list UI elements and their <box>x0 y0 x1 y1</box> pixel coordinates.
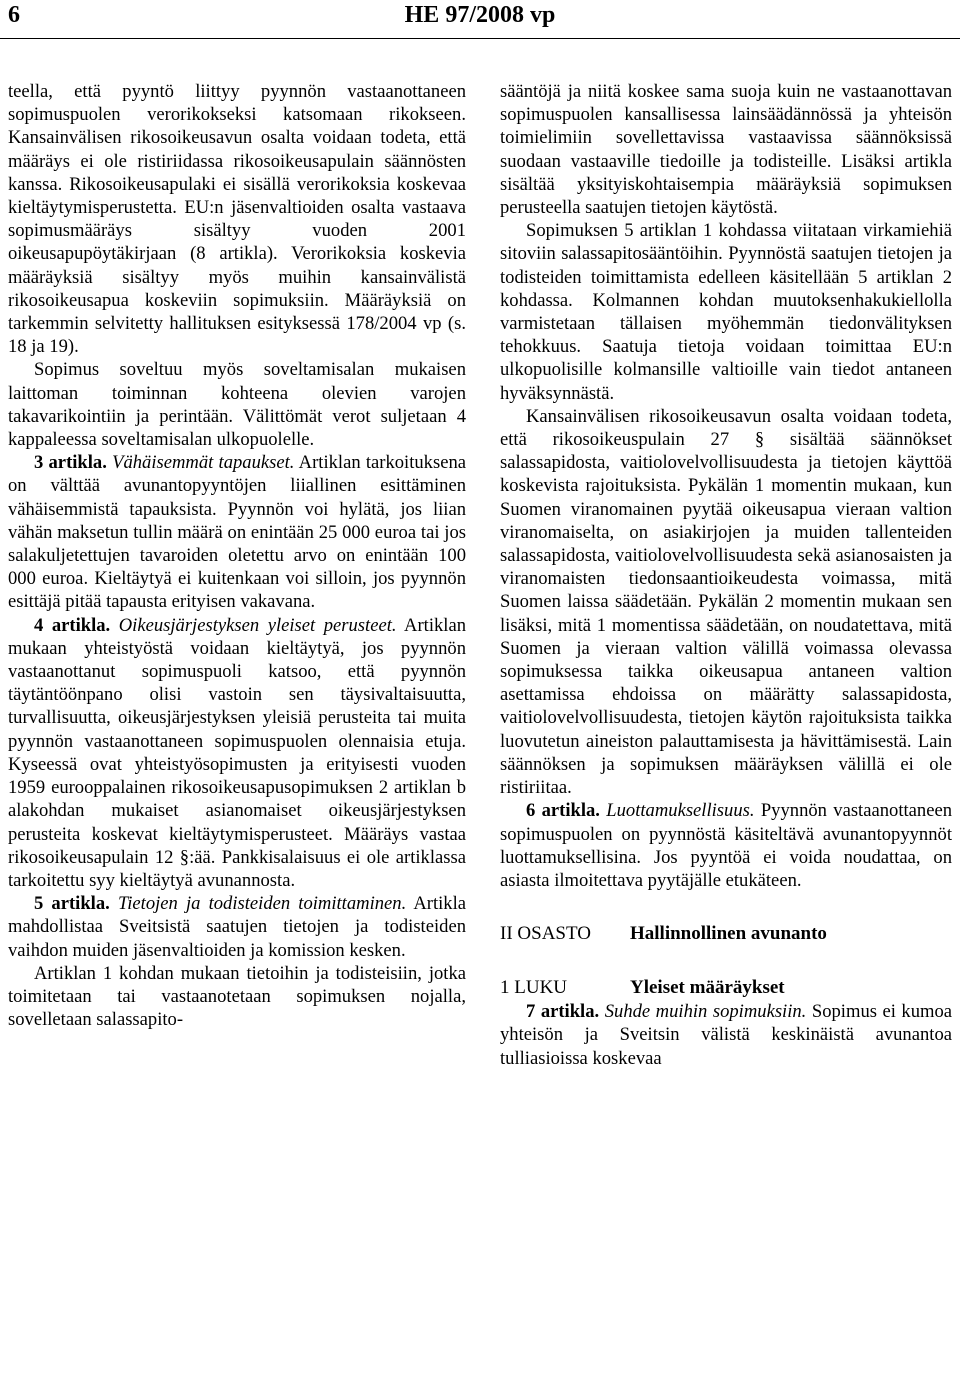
article-text: Artikla mahdollistaa Sveitsistä saatujen tietojen ja todisteiden vaihdon muiden jäsenvaltioiden ja komission kesken. <box>8 893 467 961</box>
article-number: 6 artikla. <box>526 800 600 822</box>
page-header <box>0 0 960 48</box>
article-title: Suhde muihin sopimuksiin. <box>604 1001 807 1023</box>
paragraph: Kansainvälisen rikosoikeusavun osalta voidaan todeta, että rikosoikeuspulain 27 § sisältää säännökset salassapidosta, vaitiolovelvollisuudesta ja tietojen käyttöä koskevista rajoituksista. Pykälän 1 momentin mukaan, kun Suomen viranomainen pyytää oikeusapua vieraan valtion viranomaiselta, on asiakirjojen ja muiden tallenteiden salassapidosta, vaitiolovelvollisuudesta sekä asianosaisten ja viranomaisten tiedonsaantioikeudesta voimassa, mitä Suomen laissa säädetään. Pykälän 2 momentin mukaan sen lisäksi, mitä 1 momentissa säädetään, on noudatettava, mitä Suomen ja vieraan valtion välillä voimassa olevassa sopimuksessa taikka oikeusapua antaneen valtion asettamissa ehdoissa on määrätty salassapidosta, vaitiolovelvollisuudesta, tietojen käytön rajoituksista taikka luovutetun aineiston palauttamisesta ja hävittämisestä. Lain säännöksen ja sopimuksen määräyksen välillä ei ole ristiriitaa. <box>500 405 952 799</box>
paragraph: sääntöjä ja niitä koskee sama suoja kuin ne vastaanottavan sopimuspuolen kansallisessa lainsäädännössä ja yhteisön toimielimiin sovellettavissa vastaavissa säännöksissä suodaan vastaaville tiedoille ja todisteille. Lisäksi artikla sisältää yksityiskohtaisempia määräyksiä sopimuksen perusteella saatujen tietojen käytöstä. <box>500 81 952 219</box>
section-number: II OSASTO <box>500 923 591 945</box>
paragraph: teella, että pyyntö liittyy pyynnön vastaanottaneen sopimuspuolen verorikokseksi katsomaan rikokseen. Kansainvälisen rikosoikeusavun osalta voidaan todeta, että määräys ei ole ristiriidassa rikosoikeusapulain säännösten kanssa. Rikosoikeusapulaki ei sisällä verorikoksia koskevaa kieltäytymisperustetta. EU:n jäsenvaltioiden osalta vastaava sopimusmääräys sisältyy vuoden 2001 oikeusapupöytäkirjaan (8 artikla). Verorikoksia koskevia määräyksiä sisältyy myös muihin kansainvälistä rikosoikeusapua koskeviin sopimuksiin. Määräyksiä on tarkemmin selvitetty hallituksen esityksessä 178/2004 vp (s. 18 ja 19). <box>8 81 466 358</box>
chapter-number: 1 LUKU <box>500 977 568 999</box>
article-number: 7 artikla. <box>526 1001 600 1023</box>
article-4 <box>8 614 466 892</box>
article-title: Vähäisemmät tapaukset. <box>112 452 295 474</box>
article-number: 4 artikla. <box>34 614 111 636</box>
article-6 <box>500 799 952 892</box>
section-heading <box>500 922 952 946</box>
paragraph: Sopimus soveltuu myös soveltamisalan mukaisen laittoman toiminnan kohteena olevien varojen takavarikointiin ja perintään. Välittömät verot suljetaan 4 kappaleessa soveltamisalan ulkopuolelle. <box>8 359 466 451</box>
header-rule <box>0 38 960 39</box>
document-id: HE 97/2008 vp <box>404 2 556 28</box>
page-number: 6 <box>8 2 20 28</box>
article-text: Artiklan tarkoituksena on välttää avunantopyyntöjen liiallinen esittäminen vähäisemmistä tapauksista. Pyynnön voi hylätä, jos liian vähän maksetun tullin määrä on enintään 25 000 euroa tai jos salakuljetettujen tavaroiden oletettu arvo on enintään 100 000 euroa. Kieltäytyä ei kuitenkaan voi silloin, jos pyynnön esittäjä pitää tapausta erityisen vakavana. <box>8 452 467 613</box>
article-7 <box>500 1000 952 1070</box>
chapter-title: Yleiset määräykset <box>630 977 785 999</box>
article-title: Luottamuksellisuus. <box>606 800 755 822</box>
article-number: 3 artikla. <box>34 452 107 474</box>
paragraph: Artiklan 1 kohdan mukaan tietoihin ja todisteisiin, jotka toimitetaan tai vastaanotetaan sopimuksen nojalla, sovelletaan salassapito- <box>8 962 466 1031</box>
paragraph: Sopimuksen 5 artiklan 1 kohdassa viitataan virkamiehiä sitoviin salassapitosääntöihin. Pyynnöstä saatujen tietojen ja todisteiden toimittamista edelleen käsitellään 5 artiklan 2 kohdassa. Kolmannen kohdan muutoksenhakukiellolla varmistetaan tällaisen myöhemmän tiedonvälityksen tehokkuus. Saatuja tietoja voidaan toimittaa EU:n ulkopuolisille kolmansille valtioille vain tiedot antaneen hyväksynnästä. <box>500 220 952 404</box>
article-text: Pyynnön vastaanottaneen sopimuspuolen on pyynnöstä käsiteltävä avunantopyynnöt luottamuksellisina. Jos pyyntöä ei voida noudattaa, on asiasta ilmoitettava pyytäjälle etukäteen. <box>500 800 953 891</box>
chapter-heading <box>500 976 952 1000</box>
article-text: Sopimus ei kumoa yhteisön ja Sveitsin välistä keskinäistä avunantoa tulliasioissa koskevaa <box>500 1001 953 1069</box>
article-text: Artiklan mukaan yhteistyöstä voidaan kieltäytyä, jos pyynnön vastaanottanut sopimuspuoli katsoo, että pyynnön täytäntöönpano olisi vastoin sen täysivaltaisuutta, turvallisuutta, oikeusjärjestyksen yleisiä perusteita tai muita pyynnön vastaanottaneen sopimuspuolen olennaisia etuja. Kyseessä ovat yhteistyösopimusten ja erityisesti vuoden 1959 eurooppalainen rikosoikeusapusopimuksen 2 artiklan b alakohdan mukaiset asianomaiset oikeusjärjestyksen perusteita koskevat kieltäytymisperusteet. Määräys vastaa rikosoikeusapulain 12 §:ää. Pankkisalaisuus ei ole artiklassa tarkoitettu syy kieltäytyä avunannosta. <box>8 614 466 891</box>
article-title: Tietojen ja todisteiden toimittaminen. <box>117 893 407 915</box>
article-number: 5 artikla. <box>34 893 110 915</box>
article-title: Oikeusjärjestyksen yleiset perusteet. <box>118 614 397 636</box>
article-5 <box>8 892 466 962</box>
right-column <box>500 80 952 1070</box>
article-3 <box>8 451 466 613</box>
left-column <box>8 80 466 1031</box>
section-title: Hallinnollinen avunanto <box>630 923 827 945</box>
